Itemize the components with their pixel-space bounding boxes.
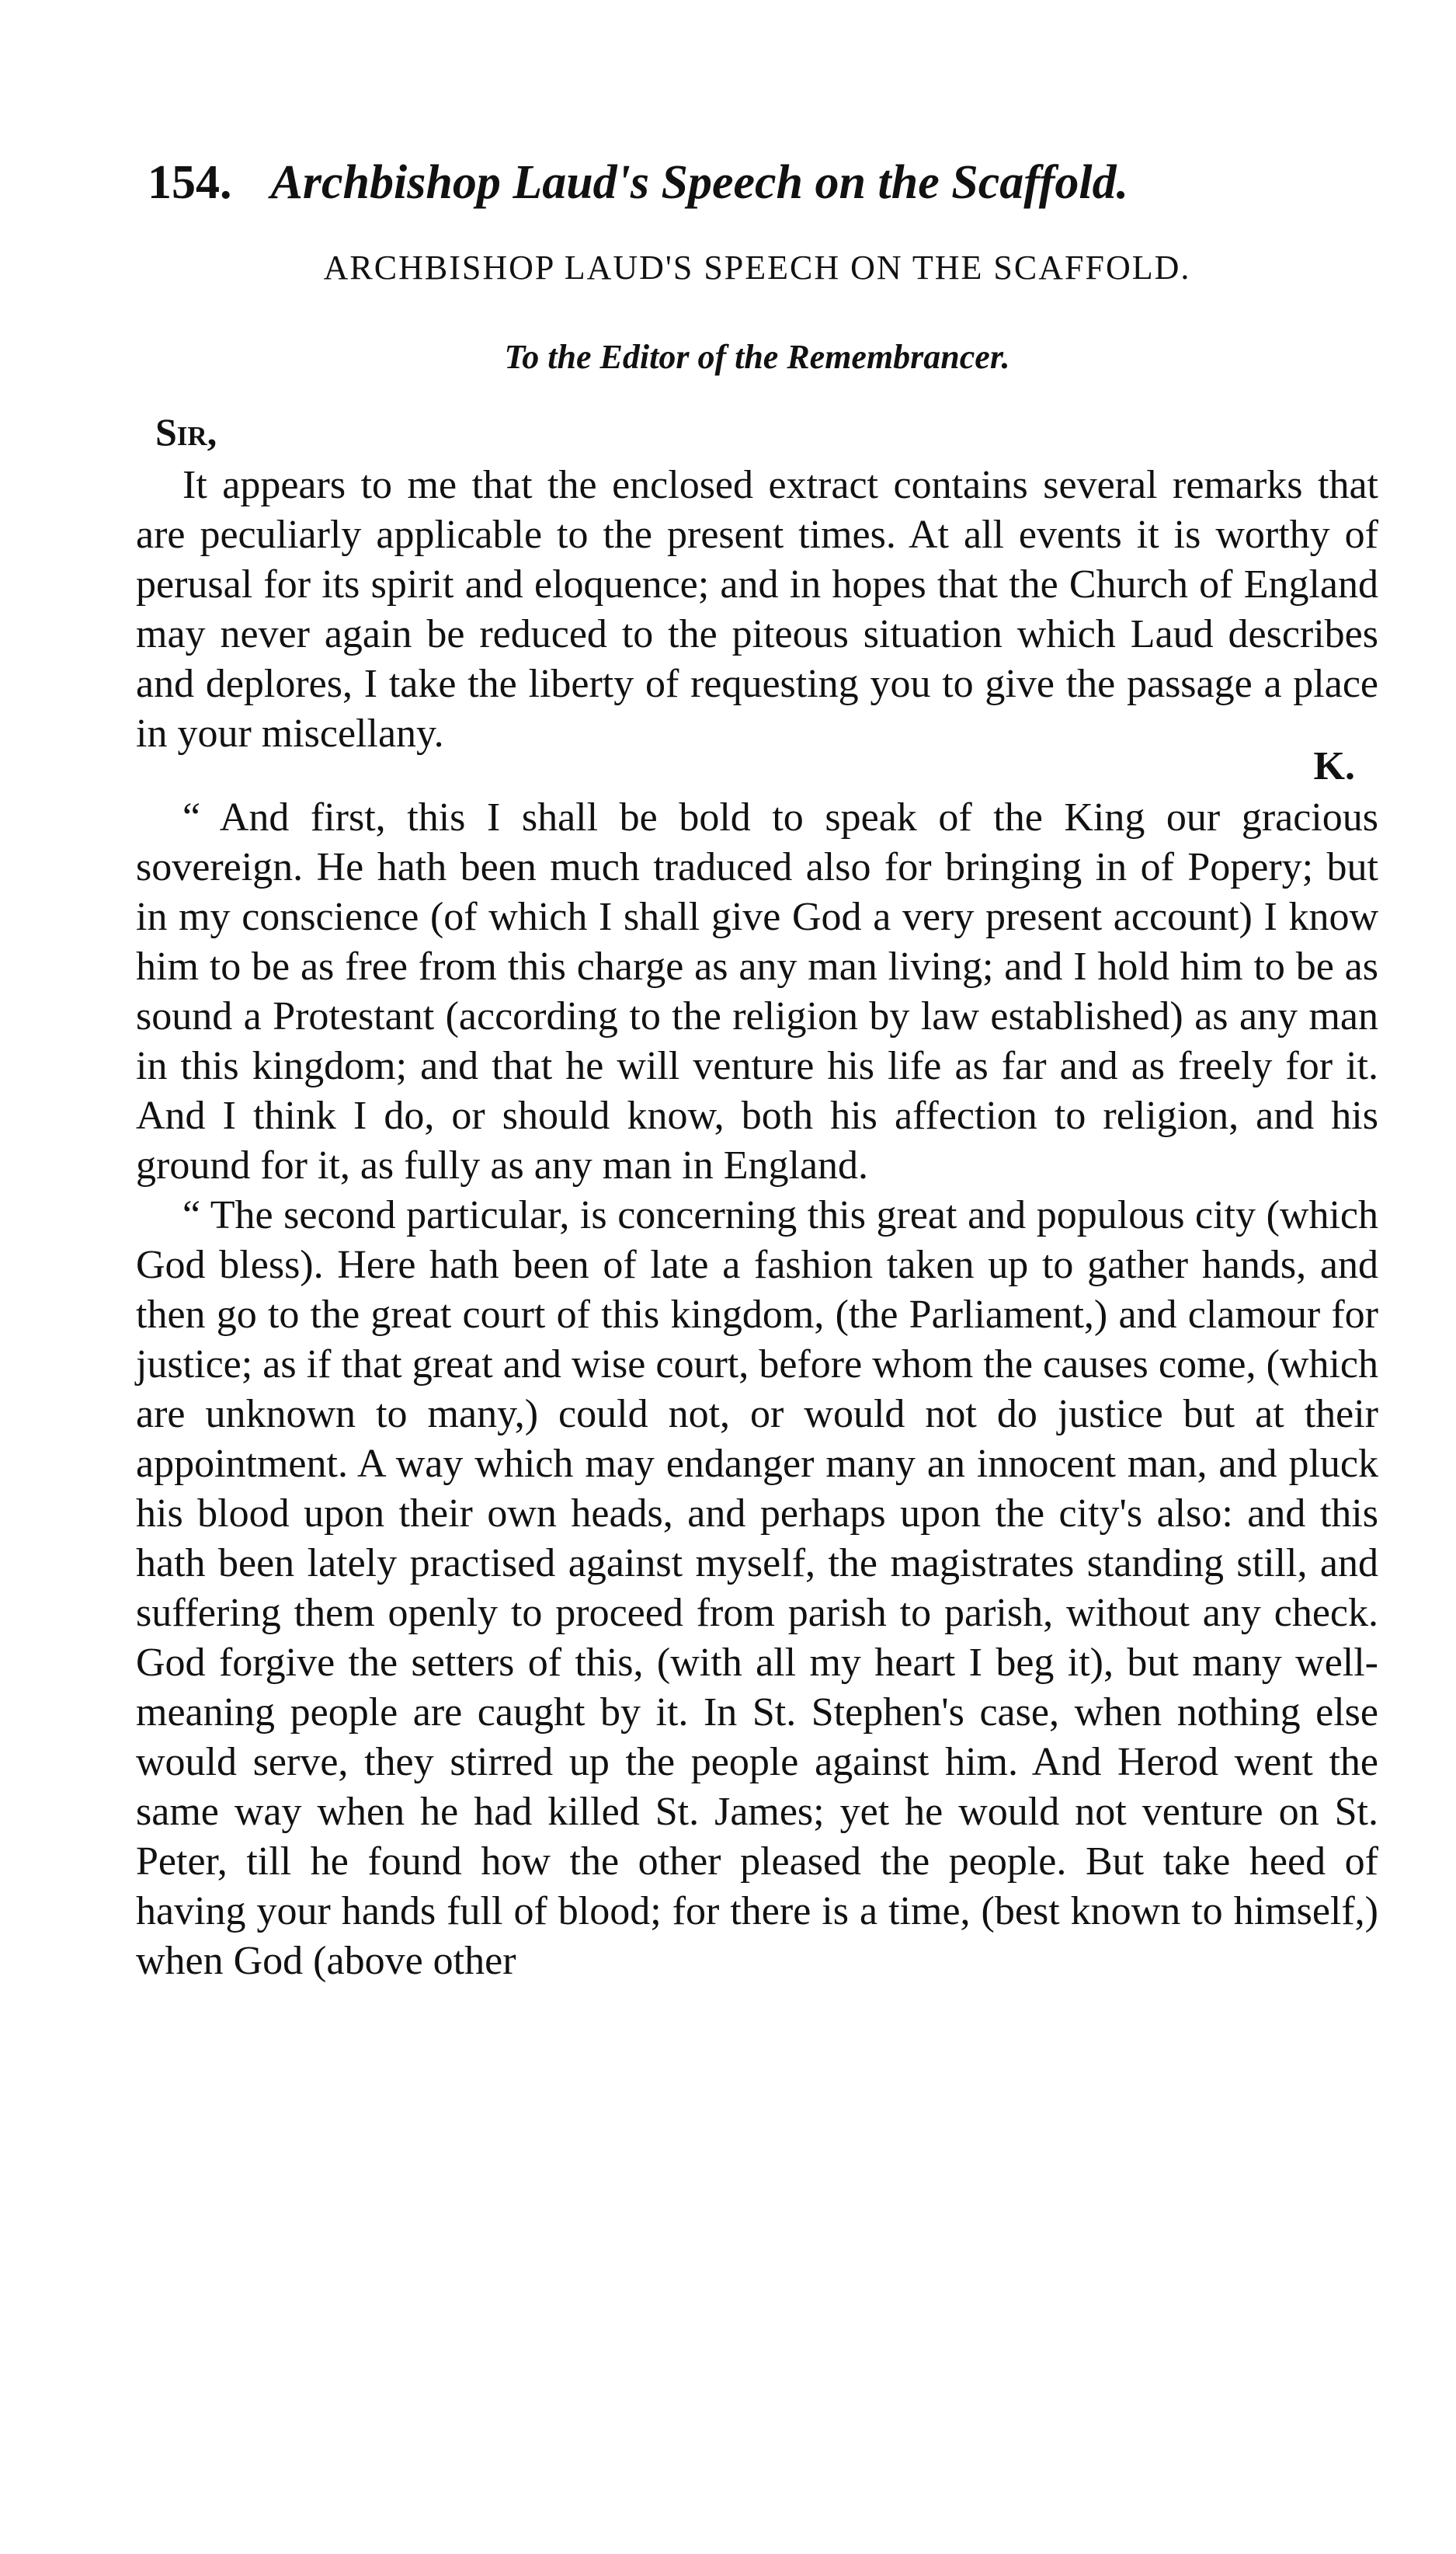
signature: K. xyxy=(1313,744,1355,788)
letter-paragraph: It appears to me that the enclosed extract contains several remarks that are peculiarly applicable to the present times. At all events it is worthy of perusal for its spirit and eloquence; and in hopes that the Church of England may never again be reduced to the piteous situation which Laud describes and deplores, I take the liberty of requesting you to give the passage a place in your miscellany. xyxy=(136,463,1378,756)
article-title: ARCHBISHOP LAUD'S SPEECH ON THE SCAFFOLD. xyxy=(323,249,1191,287)
speech-paragraph-2: “ The second particular, is concerning this great and populous city (which God bless). Here hath been of late a fashion taken up to gather hands, and then go to the great court of this kingdom, (the Parliament,) and clamour for justice; as if that great and wise court, before whom the causes come, (which are unknown to many,) could not, or would not do justice but at their appointment. A way which may endanger many an innocent man, and pluck his blood upon their own heads, and perhaps upon the city's also: and this hath been lately practised against myself, the magistrates standing still, and suffering them openly to proceed from parish to parish, without any check. God forgive the setters of this, (with all my heart I beg it), but many well-meaning people are caught by it. In St. Stephen's case, when nothing else would serve, they stirred up the people against him. And Herod went the same way when he had killed St. James; yet he would not venture on St. Peter, till he found how the other pleased the people. But take heed of having your hands full of blood; for there is a time, (best known to himself,) when God (above other xyxy=(136,1193,1378,1983)
running-head-title: Archbishop Laud's Speech on the Scaffold. xyxy=(270,156,1129,209)
book-page xyxy=(136,151,1378,1986)
speech-paragraph-1: “ And first, this I shall be bold to speak of the King our gracious sovereign. He hath been much traduced also for bringing in of Popery; but in my conscience (of which I shall give God a very present account) I know him to be as free from this charge as any man living; and I hold him to be as sound a Protestant (according to the religion by law established) as any man in this kingdom; and that he will venture his life as far and as freely for it. And I think I do, or should know, both his affection to religion, and his ground for it, as fully as any man in England. xyxy=(136,795,1378,1188)
running-head xyxy=(148,151,1378,214)
page-number: 154. xyxy=(148,156,232,209)
speech-body xyxy=(136,793,1378,1986)
dedication: To the Editor of the Remembrancer. xyxy=(504,338,1010,376)
salutation: Sir, xyxy=(155,410,217,454)
